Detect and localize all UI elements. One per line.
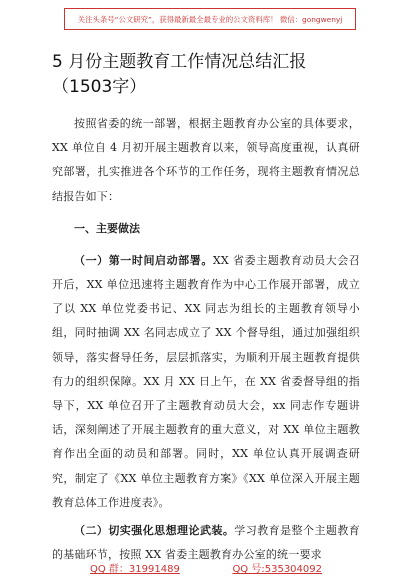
document-title: 5 月份主题教育工作情况总结汇报（1503字）: [52, 52, 307, 97]
paragraph-launch-deployment: [52, 249, 360, 515]
footer-qq-number: QQ 号:535304092: [232, 564, 322, 575]
footer-qq-group: QQ 群：31991489: [90, 564, 180, 575]
promo-banner-text: 关注头条号“公文研究”，获得最新最全最专业的公文资料库！ 微信：gongwenyj: [77, 14, 343, 24]
section-heading-main-practices: 一、主要做法: [74, 221, 140, 235]
page-footer: [90, 560, 322, 575]
subheading-launch-deployment: （一）第一时间启动部署。: [74, 253, 213, 267]
subheading-theory-armament: （二）切实强化思想理论武装。: [74, 524, 235, 538]
paragraph-launch-deployment-text: XX 省委主题教育动员大会召开后，XX 单位迅速将主题教育作为中心工作展开部署，成立了以 XX 单位党委书记、XX 同志为组长的主题教育领导小组，同时抽调 XX 名同志成立了 XX 个督导组，通过加强组织领导，落实督导任务，层层抓落实，为顺利开展主题教育提供有力的组织保障。XX 月 XX 日上午，在 XX 省委督导组的指导下，XX 单位召开了主题教育动员大会，xx 同志作专题讲话，深刻阐述了开展主题教育的重大意义，对 XX 单位主题教育作出全面的动员和部署。同时，XX 单位认真开展调查研究，制定了《XX 单位主题教育方案》《XX 单位深入开展主题教育总体工作进度表》。: [52, 253, 360, 509]
paragraph-theory-armament-text: 学习教育是整个主题教育的基础环节，按照 XX 省委主题教育办公室的统一要求: [52, 524, 360, 562]
document-body: [52, 112, 360, 567]
promo-banner: [64, 8, 356, 30]
intro-paragraph: 按照省委的统一部署，根据主题教育办公室的具体要求，XX 单位自 4 月初开展主题教育以来，领导高度重视，认真研究部署，扎实推进各个环节的工作任务，现将主题教育情况总结报告如下：: [52, 117, 360, 203]
